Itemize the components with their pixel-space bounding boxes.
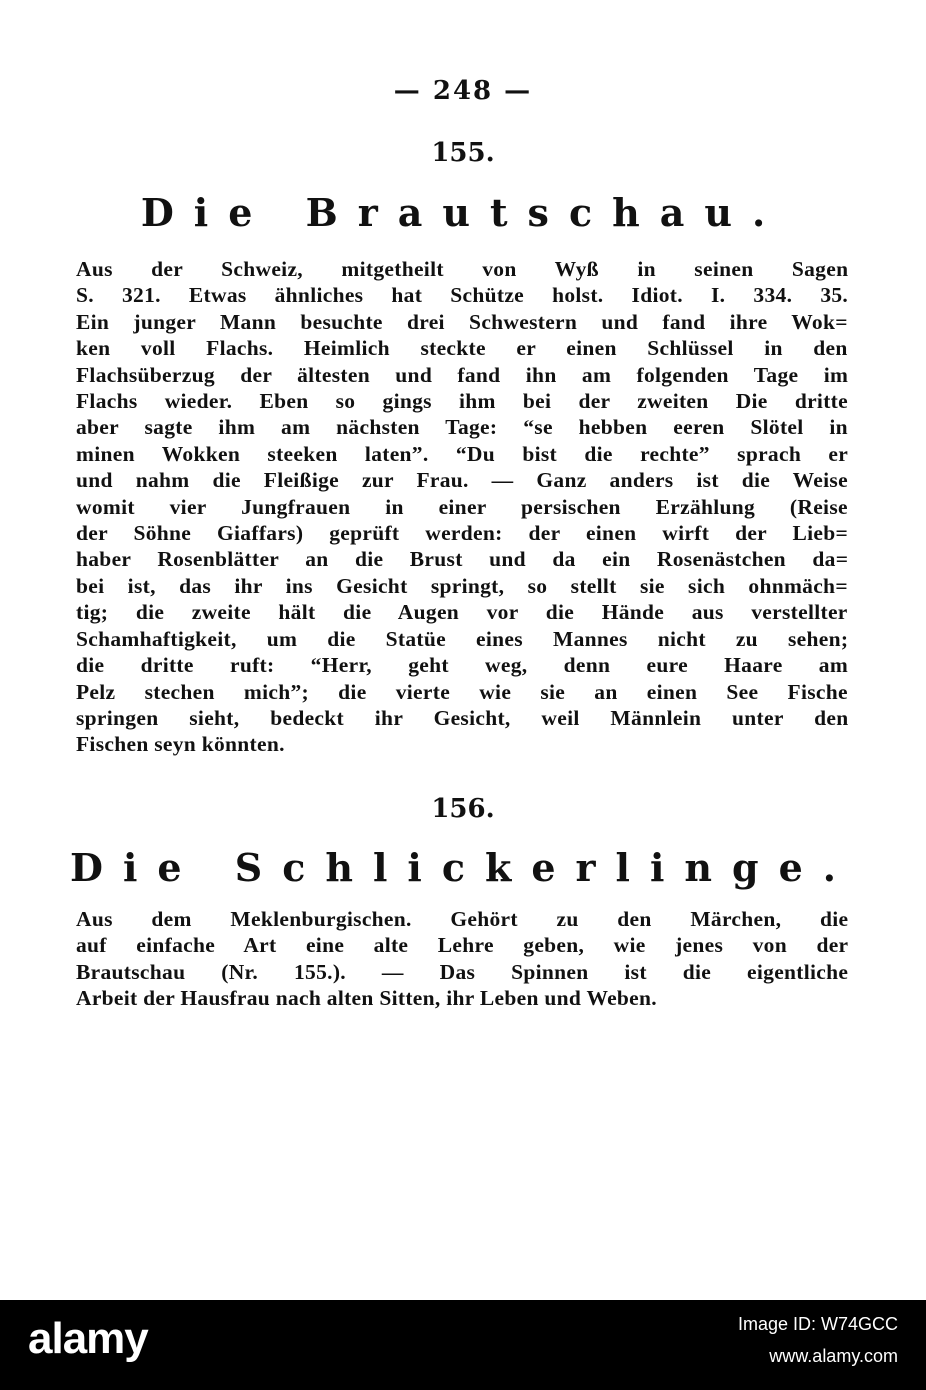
section-title: Die Schlickerlinge. [69, 845, 856, 890]
section-number: 156. [431, 794, 495, 824]
text-line: die dritte ruft: “Herr, geht weg, denn eure Haare am [76, 653, 848, 678]
text-line: minen Wokken steeken laten”. “Du bist die rechte” sprach er [76, 441, 848, 466]
text-line: Flachs wieder. Eben so gings ihm bei der zweiten Die dritte [76, 389, 848, 414]
section-body [76, 256, 848, 758]
text-line: bei ist, das ihr ins Gesicht springt, so stellt sie sich ohnmäch= [76, 573, 848, 598]
text-line: aber sagte ihm am nächsten Tage: “se hebben eeren Slötel in [76, 415, 848, 440]
text-line: Brautschau (Nr. 155.). — Das Spinnen ist die eigentliche [76, 959, 848, 984]
image-id-label: Image ID: W74GCC [737, 1314, 898, 1334]
text-line: und nahm die Fleißige zur Frau. — Ganz anders ist die Weise [76, 468, 848, 493]
text-line: der Söhne Giaffars) geprüft werden: der einen wirft der Lieb= [76, 521, 848, 546]
alamy-logo: alamy [28, 1314, 148, 1363]
text-line: Pelz stechen mich”; die vierte wie sie an einen See Fische [76, 679, 848, 704]
text-line: Arbeit der Hausfrau nach alten Sitten, ihr Leben und Weben. [76, 986, 657, 1011]
text-line: Flachsüberzug der ältesten und fand ihn am folgenden Tage im [76, 362, 848, 387]
section-title: Die Brautschau. [140, 190, 786, 235]
text-line: Aus der Schweiz, mitgetheilt von Wyß in seinen Sagen [76, 257, 848, 281]
text-line: haber Rosenblätter an die Brust und da ein Rosenästchen da= [76, 547, 848, 572]
text-line: ken voll Flachs. Heimlich steckte er einen Schlüssel in den [76, 336, 848, 361]
text-line: womit vier Jungfrauen in einer persischen Erzählung (Reise [76, 494, 848, 519]
text-line: Fischen seyn könnten. [76, 732, 285, 757]
site-url: www.alamy.com [769, 1346, 898, 1366]
page-number: — 248 — [393, 76, 533, 106]
section-number: 155. [431, 138, 495, 168]
watermark-footer [0, 1300, 926, 1390]
text-line: Schamhaftigkeit, um die Statüe eines Mannes nicht zu sehen; [76, 626, 848, 651]
text-line: springen sieht, bedeckt ihr Gesicht, weil Männlein unter den [76, 705, 848, 730]
section-body [76, 906, 848, 1012]
text-line: Ein junger Mann besuchte drei Schwestern und fand ihre Wok= [76, 309, 848, 334]
text-line: tig; die zweite hält die Augen vor die Hände aus verstellter [76, 600, 848, 625]
text-line: Aus dem Meklenburgischen. Gehört zu den Märchen, die [76, 907, 848, 931]
text-line: S. 321. Etwas ähnliches hat Schütze holst. Idiot. I. 334. 35. [76, 283, 848, 308]
text-line: auf einfache Art eine alte Lehre geben, wie jenes von der [76, 933, 848, 958]
